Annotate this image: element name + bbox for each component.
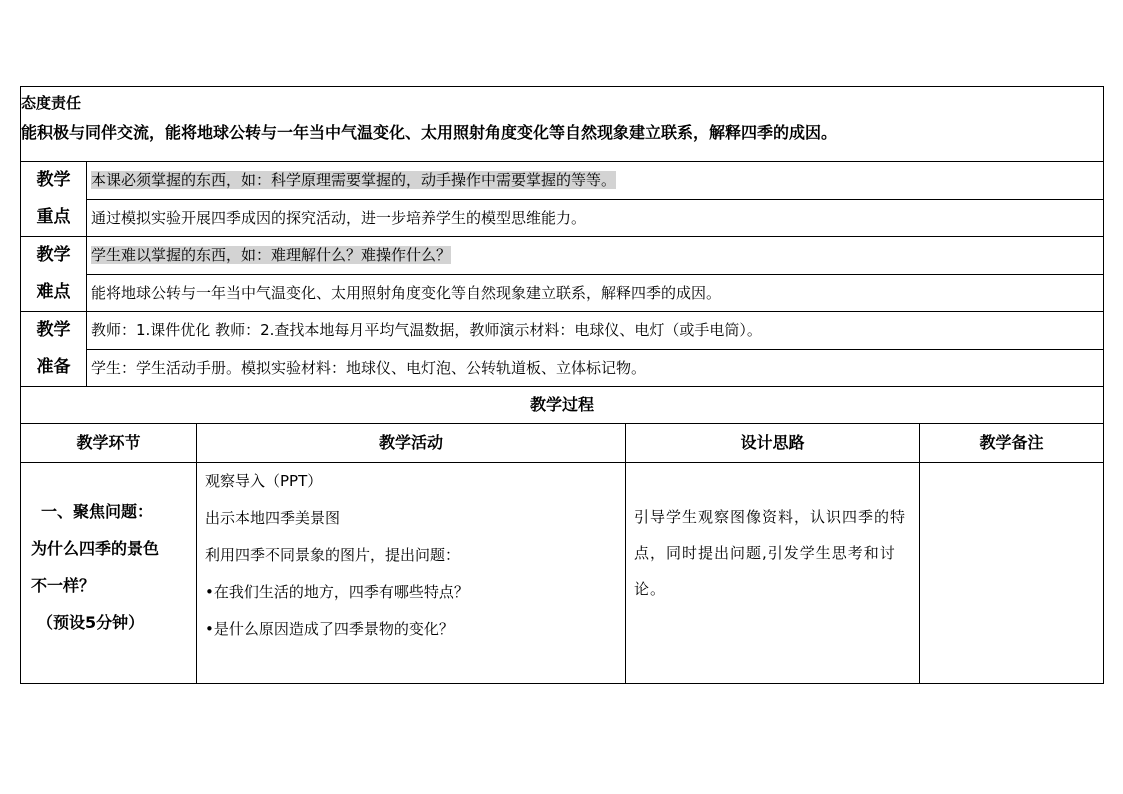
- header-notes: 教学备注: [920, 424, 1104, 463]
- key-points-line-1: 本课必须掌握的东西，如：科学原理需要掌握的，动手操作中需要掌握的等等。: [91, 171, 617, 189]
- header-stage: 教学环节: [21, 424, 197, 463]
- design-cell: 引导学生观察图像资料，认识四季的特点，同时提出问题,引发学生思考和讨论。: [626, 463, 920, 684]
- process-row: [21, 463, 1104, 684]
- difficulties-content: [87, 237, 1104, 312]
- key-points-label-cell: [21, 162, 87, 237]
- lesson-plan-document: [20, 86, 1103, 684]
- difficulties-label-cell: [21, 237, 87, 312]
- difficulties-line-1: 学生难以掌握的东西，如：难理解什么？难操作什么？: [91, 246, 452, 264]
- attitude-cell: [21, 87, 1104, 162]
- preparation-label-cell: [21, 312, 87, 387]
- activity-line-5: •是什么原因造成了四季景物的变化？: [205, 620, 454, 638]
- header-design: 设计思路: [626, 424, 920, 463]
- activity-cell: [197, 463, 626, 684]
- stage-line-4: （预设5分钟）: [37, 613, 145, 632]
- stage-cell: [21, 463, 197, 684]
- attitude-title: 态度责任: [21, 94, 82, 112]
- attitude-row: [21, 87, 1104, 162]
- process-header-row: [21, 424, 1104, 463]
- difficulties-label: 教学难点: [36, 245, 71, 302]
- activity-line-4: •在我们生活的地方，四季有哪些特点？: [205, 583, 469, 601]
- lesson-plan-table: [20, 86, 1104, 684]
- attitude-text: 能积极与同伴交流，能将地球公转与一年当中气温变化、太用照射角度变化等自然现象建立联系，解释四季的成因。: [21, 123, 838, 142]
- stage-line-1: 一、聚焦问题：: [41, 502, 154, 521]
- preparation-line-2: 学生：学生活动手册。模拟实验材料：地球仪、电灯泡、公转轨道板、立体标记物。: [87, 349, 1103, 386]
- preparation-row: [21, 312, 1104, 387]
- header-activity: 教学活动: [197, 424, 626, 463]
- activity-line-2: 出示本地四季美景图: [205, 509, 341, 527]
- key-points-content: [87, 162, 1104, 237]
- process-title-row: [21, 387, 1104, 424]
- key-points-label: 教学重点: [36, 170, 71, 227]
- key-points-line-2: 通过模拟实验开展四季成因的探究活动，进一步培养学生的模型思维能力。: [87, 199, 1103, 236]
- stage-line-3: 不一样？: [31, 576, 96, 595]
- preparation-content: [87, 312, 1104, 387]
- difficulties-line-2: 能将地球公转与一年当中气温变化、太用照射角度变化等自然现象建立联系，解释四季的成因。: [87, 274, 1103, 311]
- stage-line-2: 为什么四季的景色: [31, 539, 160, 558]
- preparation-label: 教学准备: [36, 320, 71, 377]
- activity-line-3: 利用四季不同景象的图片，提出问题：: [205, 546, 461, 564]
- key-points-row: [21, 162, 1104, 237]
- preparation-line-1: 教师：1.课件优化 教师：2.查找本地每月平均气温数据，教师演示材料：电球仪、电灯（或手电筒）。: [91, 321, 762, 339]
- activity-line-1: 观察导入（PPT）: [205, 472, 323, 490]
- difficulties-row: [21, 237, 1104, 312]
- notes-cell: [920, 463, 1104, 684]
- process-title: 教学过程: [21, 387, 1104, 424]
